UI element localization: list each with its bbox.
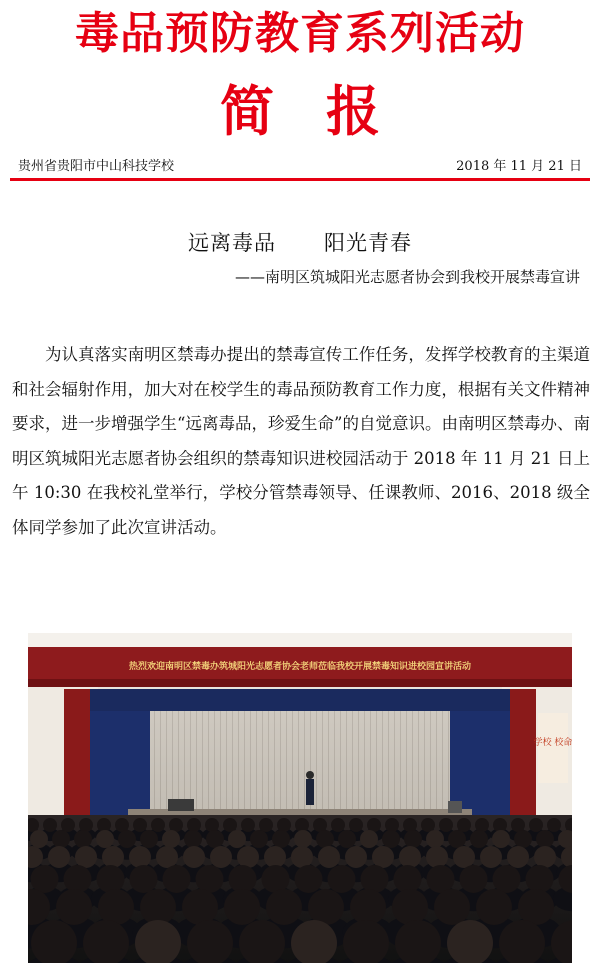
side-sign-text: 学校 校命 bbox=[533, 738, 572, 748]
header-divider bbox=[10, 178, 590, 181]
article-title-right: 阳光青春 bbox=[324, 231, 412, 255]
article-title bbox=[0, 228, 600, 258]
newsletter-title: 毒品预防教育系列活动 bbox=[75, 8, 525, 59]
article-title-left: 远离毒品 bbox=[188, 231, 276, 255]
issue-date: 2018 年 11 月 21 日 bbox=[456, 159, 582, 174]
newsletter-subtitle: 简报 bbox=[220, 80, 432, 143]
school-name: 贵州省贵阳市中山科技学校 bbox=[18, 159, 175, 174]
event-photo bbox=[28, 633, 572, 963]
welcome-banner-text: 热烈欢迎南明区禁毒办筑城阳光志愿者协会老师莅临我校开展禁毒知识进校园宣讲活动 bbox=[128, 662, 472, 672]
article-subtitle: ——南明区筑城阳光志愿者协会到我校开展禁毒宣讲 bbox=[234, 268, 580, 286]
article-body: 为认真落实南明区禁毒办提出的禁毒宣传工作任务，发挥学校教育的主渠道和社会辐射作用，加大对在校学生的毒品预防教育工作力度，根据有关文件精神要求，进一步增强学生“远离毒品，珍爱生命”的自觉意识。由南明区禁毒办、南明区筑城阳光志愿者协会组织的禁毒知识进校园活动于 2018 年 11 月 21 日上午 10:30 在我校礼堂举行，学校分管禁毒领导、任课教师、2016、2018 级全体同学参加了此次宣讲活动。 bbox=[12, 345, 590, 537]
header-info-row bbox=[10, 158, 590, 176]
